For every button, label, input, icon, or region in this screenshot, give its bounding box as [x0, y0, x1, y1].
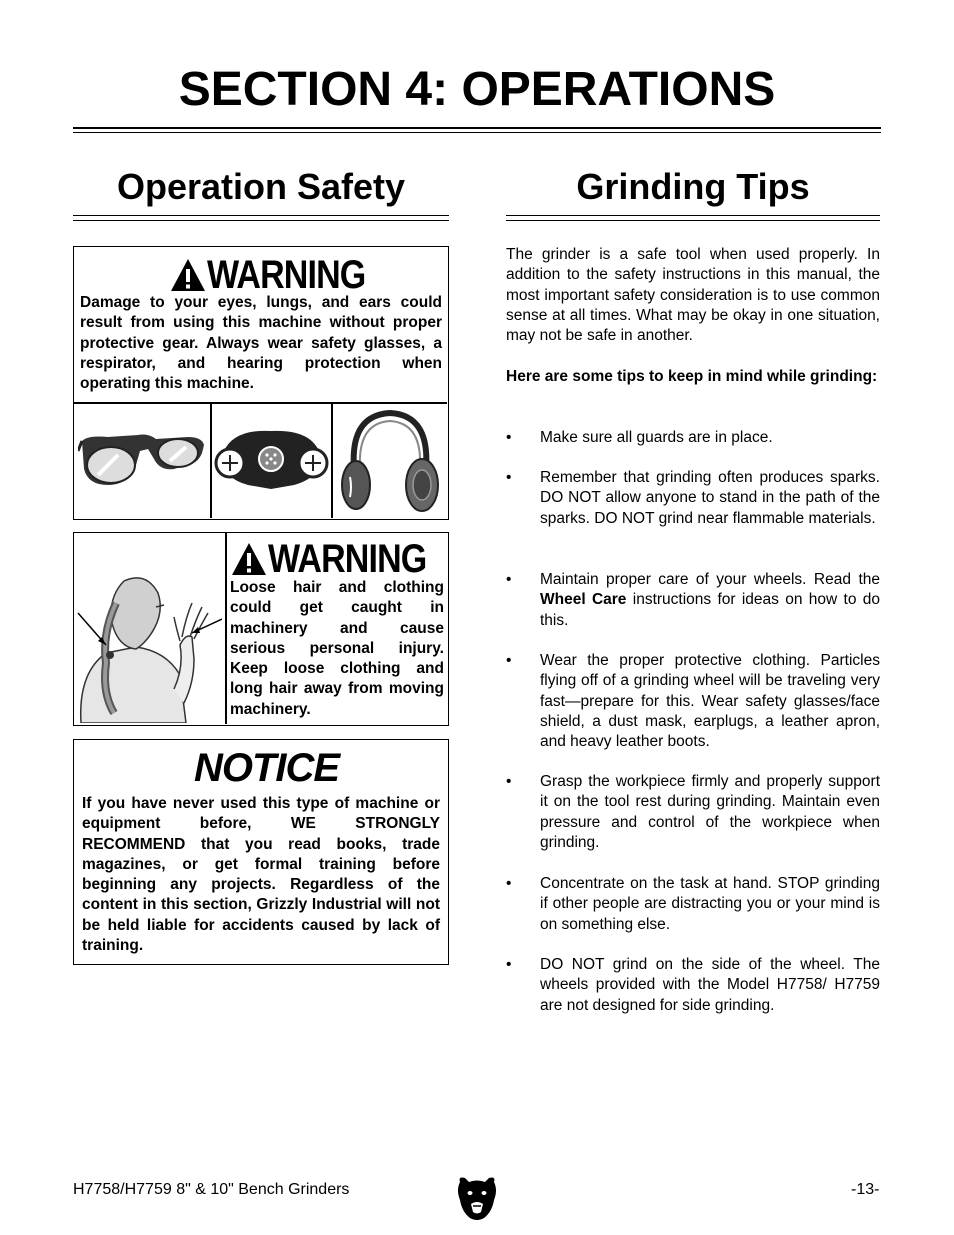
- section-rule-thin: [73, 132, 881, 133]
- grinding-intro: The grinder is a safe tool when used properly. In addition to the safety instructions in this manual, the most important safety consideration is to use common sense at all times. What may be okay in one situation, may not be safe in another.: [506, 246, 880, 345]
- tip-text: DO NOT grind on the side of the wheel. The wheels provided with the Model H7758/ H7759 are not designed for side grinding.: [540, 956, 880, 1014]
- tip-text: Grasp the workpiece firmly and properly support it on the tool rest during grinding. Maintain even pressure and control of the workpiece when grinding.: [540, 773, 880, 851]
- section-title: SECTION 4: OPERATIONS: [178, 63, 776, 116]
- warning-label: WARNING: [207, 252, 366, 297]
- left-title-rule: [73, 215, 449, 216]
- hearing-protection-icon: [336, 407, 444, 515]
- tip-text: Concentrate on the task at hand. STOP grinding if other people are distracting you or your mind is on something else.: [540, 875, 880, 933]
- respirator-icon: [214, 419, 329, 499]
- notice-text: If you have never used this type of machine or equipment before, WE STRONGLY RECOMMEND that you read books, trade magazines, or get formal training before beginning any projects. Regardless of the content in this section, Grizzly Industrial will not be held liable for accidents caused by lack of training.: [82, 795, 440, 955]
- safety-glasses-icon: [78, 415, 208, 505]
- warning-ppe-text: Damage to your eyes, lungs, and ears could result from using this machine without proper protective gear. Always wear safety glasses, a respirator, and hearing protection when operating this machine.: [80, 294, 442, 393]
- notice-box: [73, 739, 449, 965]
- warning-header: [169, 253, 393, 297]
- wheel-care-ref: Wheel Care: [540, 591, 627, 609]
- list-item: • Make sure all guards are in place.: [506, 428, 880, 448]
- operation-safety-title: Operation Safety: [116, 166, 406, 207]
- grinding-tips-title: Grinding Tips: [576, 166, 810, 207]
- section-rule: [73, 127, 881, 129]
- list-item: • Maintain proper care of your wheels. Read the Wheel Care instructions for ideas on how to do this.: [506, 570, 880, 631]
- tip-text: Remember that grinding often produces sparks. DO NOT allow anyone to stand in the path of the sparks. DO NOT grind near flammable materials.: [540, 469, 880, 527]
- tip-text: Maintain proper care of your wheels. Read the Wheel Care instructions for ideas on how to do this.: [540, 571, 881, 629]
- warning-ppe-box: [73, 246, 449, 520]
- list-item: • Grasp the workpiece firmly and properly support it on the tool rest during grinding. Maintain even pressure and control of the workpiece when grinding.: [506, 772, 880, 853]
- warning-triangle-icon: [230, 541, 268, 577]
- list-item: • DO NOT grind on the side of the wheel. The wheels provided with the Model H7758/ H7759 are not designed for side grinding.: [506, 955, 880, 1016]
- left-title-rule-2: [73, 220, 449, 221]
- notice-label: NOTICE: [194, 746, 340, 790]
- footer-model: H7758/H7759 8" & 10" Bench Grinders: [73, 1181, 350, 1198]
- warning-hair-box: [73, 532, 449, 726]
- right-title-rule-2: [506, 220, 880, 221]
- right-title-rule: [506, 215, 880, 216]
- grizzly-bear-logo-icon: [456, 1176, 498, 1222]
- page-number: -13-: [851, 1181, 880, 1198]
- list-item: • Wear the proper protective clothing. Particles flying off of a grinding wheel will be traveling very fast—prepare for this. Wear safety glasses/face shield, a dust mask, earplugs, a leather apron, and heavy leather boots.: [506, 651, 880, 752]
- warning-label: WARNING: [268, 536, 427, 581]
- tip-text: Make sure all guards are in place.: [540, 429, 773, 446]
- warning-header-2: [230, 537, 454, 581]
- list-item: • Concentrate on the task at hand. STOP grinding if other people are distracting you or your mind is on something else.: [506, 874, 880, 935]
- tip-text: Wear the proper protective clothing. Particles flying off of a grinding wheel will be traveling very fast—prepare for this. Wear safety glasses/face shield, a dust mask, earplugs, a leather apron, and heavy leather boots.: [540, 652, 880, 751]
- loose-hair-illustration-icon: [76, 563, 222, 723]
- tips-heading: Here are some tips to keep in mind while grinding:: [506, 368, 878, 385]
- warning-hair-text: Loose hair and clothing could get caught in machinery and cause serious personal injury. Keep loose clothing and long hair away from moving machinery.: [230, 579, 444, 718]
- warning-triangle-icon: [169, 257, 207, 293]
- list-item: • Remember that grinding often produces sparks. DO NOT allow anyone to stand in the path of the sparks. DO NOT grind near flammable materials.: [506, 468, 880, 529]
